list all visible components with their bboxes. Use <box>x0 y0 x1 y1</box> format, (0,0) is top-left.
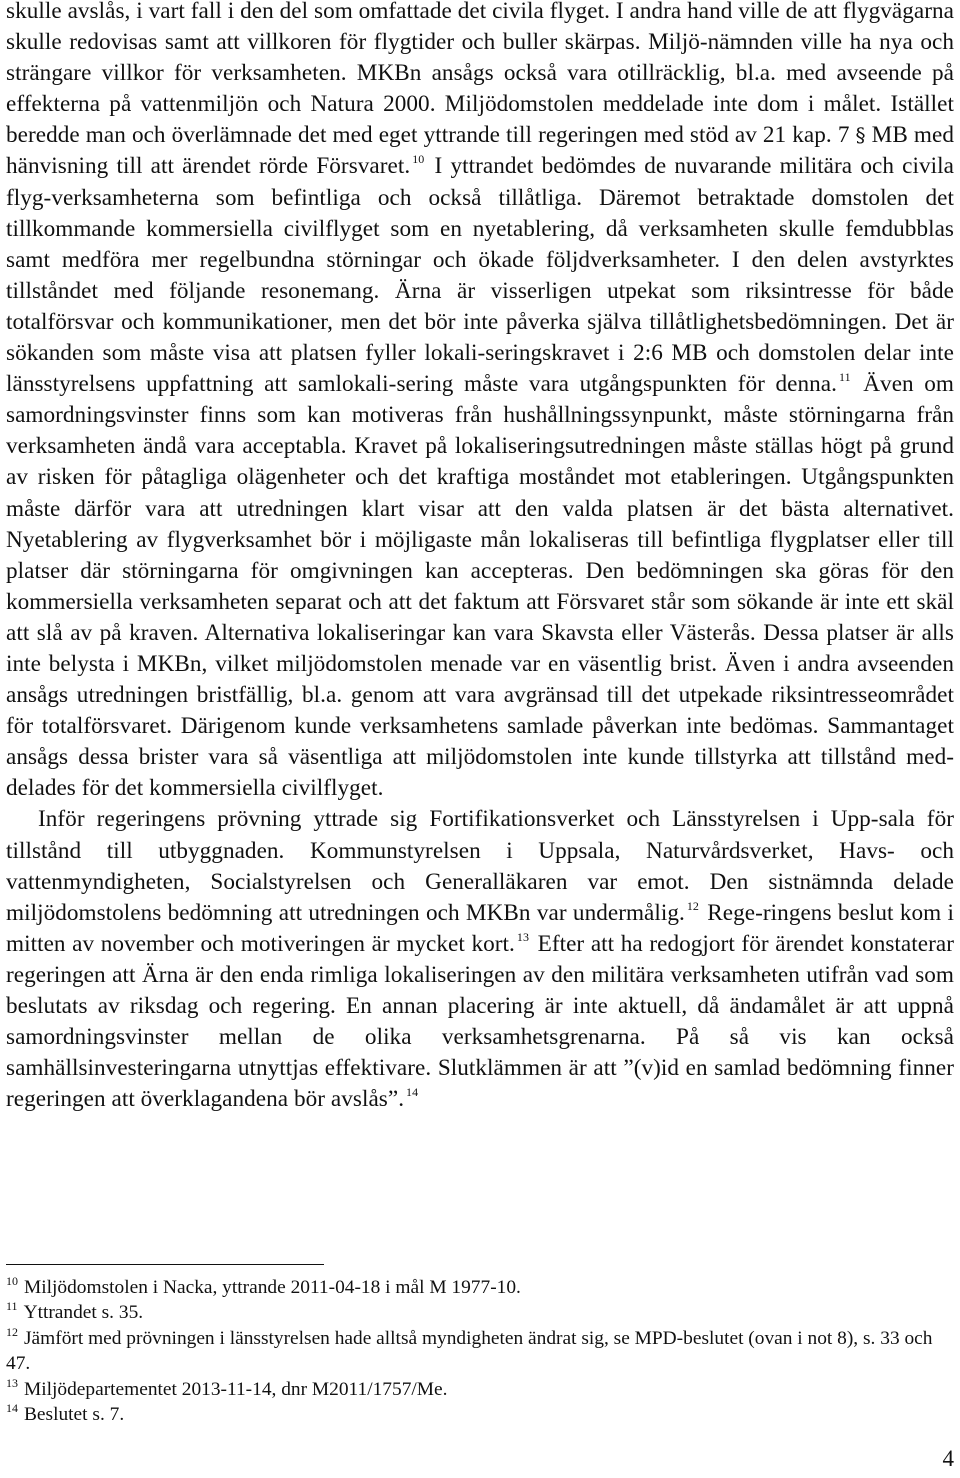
footnote-text: Yttrandet s. 35. <box>23 1302 144 1324</box>
section-symbol: § <box>855 123 866 148</box>
footnote-number: 13 <box>6 1375 18 1390</box>
footnote-ref-11[interactable]: 11 <box>839 370 851 385</box>
paragraph-2-text-a: Inför regeringens prövning yttrade sig Fortifikationsverket och Länsstyrelsen i Upp-sala för tillstånd till utbyggnaden. Kommunstyrelsen i Uppsala, Naturvårdsverket, Havs- och vattenmyndigheten, Socialstyrelsen och Generalläkaren var emot. Den sistnämnda delade miljödomstolens bedömning att utredningen och MKBn var undermålig. <box>6 806 954 926</box>
footnote-text: Miljödomstolen i Nacka, yttrande 2011-04-18 i mål M 1977-10. <box>24 1277 521 1298</box>
footnote-10 <box>6 1275 954 1300</box>
paragraph-2-text-b: Rege-ringens beslut kom i mitten av november och motiveringen är mycket kort. <box>6 899 954 957</box>
footnote-14 <box>6 1402 954 1427</box>
paragraph-2 <box>6 804 954 1115</box>
footnote-number: 11 <box>6 1299 18 1314</box>
footnote-ref-10[interactable]: 10 <box>412 152 425 167</box>
footnotes <box>6 1275 954 1427</box>
footnote-13 <box>6 1377 954 1402</box>
footnote-text: Jämfört med prövningen i länsstyrelsen hade alltså myndigheten ändrat sig, se MPD-beslutet (ovan i not 8), s. 33 och 47. <box>6 1327 933 1375</box>
page-number: 4 <box>942 1446 954 1471</box>
body-text <box>6 0 954 1115</box>
paragraph-1-text-a: skulle avslås, i vart fall i den del som omfattade det civila flyget. I andra hand ville de att flygvägarna skulle redovisas samt att villkoren för flygtider och buller skärpas. Miljö-nämnden ville ha nya och strängare villkor för verksamheten. MKBn ansågs också vara otillräcklig, bl.a. med avseende på effekterna på vattenmiljön och Natura 2000. Miljödomstolen meddelade inte dom i målet. Istället beredde man och överlämnade det med eget yttrande till regeringen med stöd av 21 kap. 7 <box>6 0 954 149</box>
paragraph-1 <box>6 0 954 804</box>
footnote-12 <box>6 1326 954 1377</box>
footnote-text: Beslutet s. 7. <box>24 1404 125 1426</box>
paragraph-1-text-c: I yttrandet bedömdes de nuvarande militära och civila flyg-verksamheterna som befintliga och också tillåtliga. Däremot betraktade domstolen det tillkommande kommersiella civilflyget som en nyetablering, då verksamheten skulle femdubblas samt medföra mer regelbundna störningar och ökade följdverksamheter. I den delen avstyrktes tillståndet med följande resonemang. Ärna är visserligen utpekat som riksintresse för både totalförsvar och kommunikationer, men det bör inte påverka själva tillåtlighetsbedömningen. Det är sökanden som måste visa att platsen fyller lokali-seringskravet i 2:6 MB och domstolen delar inte länsstyrelsens uppfattning att samlokali-sering måste vara utgångspunkten för denna. <box>6 153 954 398</box>
paragraph-2-text-c: Efter att ha redogjort för ärendet konstaterar regeringen att Ärna är den enda rimliga lokaliseringen av den militära verksamheten utifrån vad som beslutats av riksdag och regering. En annan placering är inte aktuell, då ändamålet är att uppnå samordningsvinster mellan de olika verksamhetsgrenarna. På så vis kan också samhällsinvesteringarna utnyttjas effektivare. Slutklämmen är att ”(v)id en samlad bedömning finner regeringen att överklagandena bör avslås”. <box>6 930 954 1113</box>
footnote-ref-12[interactable]: 12 <box>686 898 699 913</box>
footnote-11 <box>6 1300 954 1325</box>
footnote-separator <box>6 1264 324 1265</box>
footnote-ref-14[interactable]: 14 <box>406 1085 419 1100</box>
footnote-number: 12 <box>6 1324 18 1339</box>
paragraph-1-text-d: Även om samordningsvinster finns som kan motiveras från hushållningssynpunkt, måste störningarna från verksamheten ändå vara acceptabla. Kravet på lokaliseringsutredningen måste ställas högt på grund av risken för påtagliga olägenheter och det kraftiga moståndet mot etableringen. Utgångspunkten måste därför vara att utredningen klart visar att den valda platsen är det bästa alternativet. Nyetablering av flygverksamhet bör i möjligaste mån lokaliseras till befintliga flygplatser eller till platser där störningarna för omgivningen kan accepteras. Den bedömningen ska göras för den kommersiella verksamheten separat och att det faktum att Försvaret står som sökande är inte ett skäl att slå av på kraven. Alternativa lokaliseringar kan vara Skavsta eller Västerås. Dessa platser är alls inte belysta i MKBn, vilket miljödomstolen menade var en väsentlig brist. Även i andra avseenden ansågs utredningen bristfällig, bl.a. genom att vara avgränsad till det utpekade riksintresseområdet för totalförsvaret. Därigenom kunde verksamhetens samlade påverkan inte bedömas. Sammantaget ansågs dessa brister vara så väsentliga att miljödomstolen inte kunde tillstyrka att tillstånd med-delades för det kommersiella civilflyget. <box>6 371 954 802</box>
paragraph-1-text-b: MB med hänvisning till att ärendet rörde Försvaret. <box>6 122 954 180</box>
footnote-ref-13[interactable]: 13 <box>516 929 529 944</box>
footnote-text: Miljödepartementet 2013-11-14, dnr M2011/1757/Me. <box>24 1378 448 1400</box>
footnote-number: 14 <box>6 1401 18 1416</box>
footnote-number: 10 <box>6 1274 18 1288</box>
